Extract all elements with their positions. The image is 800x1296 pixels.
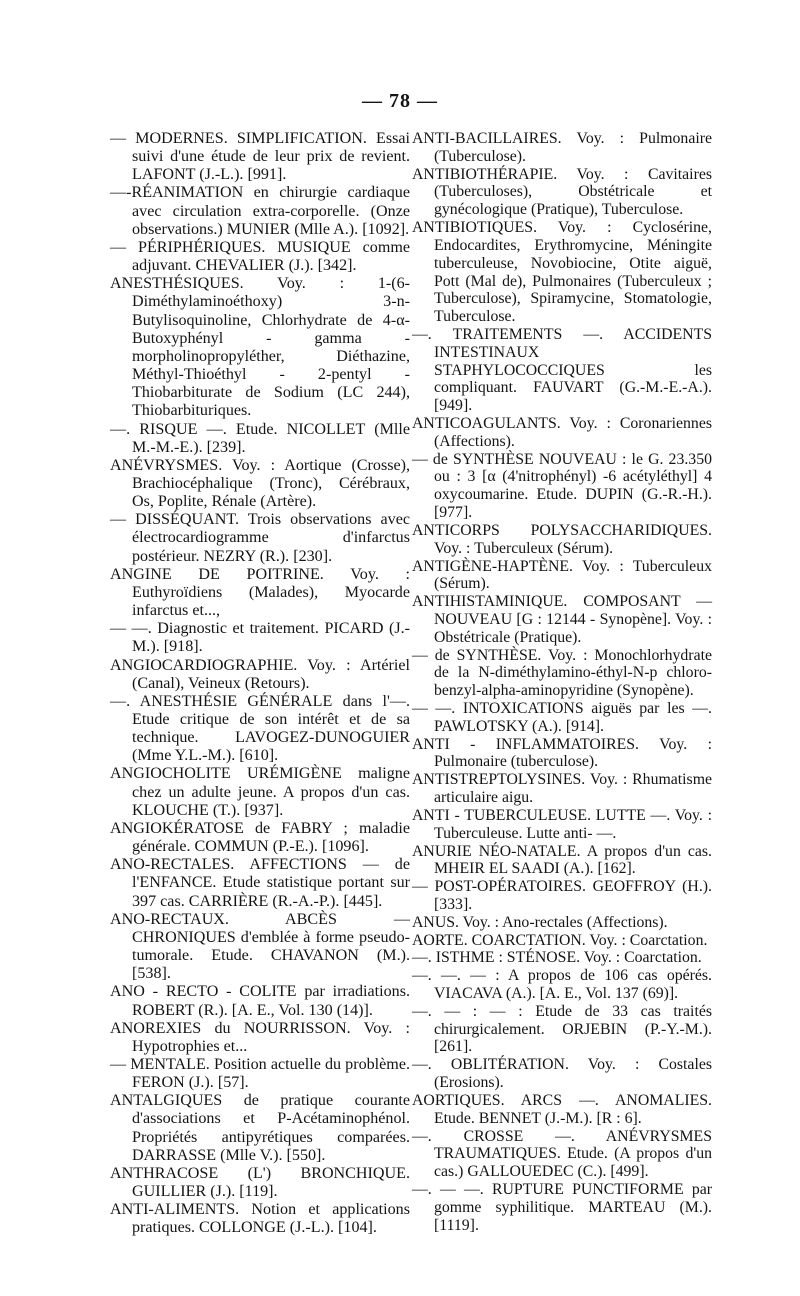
index-entry: AORTIQUES. ARCS —. ANOMALIES. Etude. BENNET (J.-M.). [R : 6]. [412,1091,712,1127]
index-entry: —. — : — : Etude de 33 cas traités chirurgicalement. ORJEBIN (P.-Y.-M.). [261]. [412,1002,712,1056]
index-entry: ANGIOCHOLITE URÉMIGÈNE maligne chez un adulte jeune. A propos d'un cas. KLOUCHE (T.). [937]. [110,765,410,819]
index-entry: — PÉRIPHÉRIQUES. MUSIQUE comme adjuvant. CHEVALIER (J.). [342]. [110,238,410,275]
index-entry: ANTI - INFLAMMATOIRES. Voy. : Pulmonaire (tuberculose). [412,735,712,771]
index-entry: —-RÉANIMATION en chirurgie cardiaque avec circulation extra-corporelle. (Onze observations.) MUNIER (Mlle A.). [1092]. [110,184,410,238]
index-entry: —. —. — : A propos de 106 cas opérés. VIACAVA (A.). [A. E., Vol. 137 (69)]. [412,967,712,1002]
right-column [412,130,712,1234]
index-entry: —. — —. RUPTURE PUNCTIFORME par gomme syphilitique. MARTEAU (M.). [1119]. [412,1180,712,1234]
index-entry: —. ISTHME : STÉNOSE. Voy. : Coarctation. [412,949,702,967]
index-entry: ANTHRACOSE (L') BRONCHIQUE. GUILLIER (J.). [119]. [110,1164,410,1201]
index-entry: ANÉVRYSMES. Voy. : Aortique (Crosse), Brachiocéphalique (Tronc), Cérébraux, Os, Poplite, Rénale (Artère). [110,456,410,511]
index-entry: — MODERNES. SIMPLIFICATION. Essai suivi d'une étude de leur prix de revient. LAFONT (J.-L.). [991]. [110,130,410,184]
index-entry: ANTICOAGULANTS. Voy. : Coronariennes (Affections). [412,415,712,450]
index-entry: ANTI - TUBERCULEUSE. LUTTE —. Voy. : Tuberculeuse. Lutte anti- —. [412,806,712,842]
index-entry: ANO - RECTO - COLITE par irradiations. ROBERT (R.). [A. E., Vol. 130 (14)]. [110,983,410,1019]
index-entry: ANTIGÈNE-HAPTÈNE. Voy. : Tuberculeux (Sérum). [412,557,712,593]
index-entry: —. OBLITÉRATION. Voy. : Costales (Erosions). [412,1056,712,1092]
index-entry: — MENTALE. Position actuelle du problème. FERON (J.). [57]. [110,1055,410,1092]
index-entry: — —. INTOXICATIONS aiguës par les —. PAWLOTSKY (A.). [914]. [412,700,712,735]
index-entry: ANTIBIOTHÉRAPIE. Voy. : Cavitaires (Tuberculoses), Obstétricale et gynécologique (Pratique), Tuberculose. [412,165,712,219]
index-entry: ANGIOCARDIOGRAPHIE. Voy. : Artériel (Canal), Veineux (Retours). [110,656,410,692]
left-column [110,130,410,1238]
index-entry: — —. Diagnostic et traitement. PICARD (J.-M.). [918]. [110,620,410,656]
index-entry: ANGIOKÉRATOSE de FABRY ; maladie générale. COMMUN (P.-E.). [1096]. [110,819,410,856]
index-entry: —. CROSSE —. ANÉVRYSMES TRAUMATIQUES. Etude. (A propos d'un cas.) GALLOUEDEC (C.). [499]. [412,1127,712,1181]
index-entry: — de SYNTHÈSE. Voy. : Monochlorhydrate de la N-diméthylamino-éthyl-N-p chloro-benzyl-alpha-aminopyridine (Synopène). [412,646,712,700]
index-entry: ANOREXIES du NOURRISSON. Voy. : Hypotrophies et... [110,1019,410,1055]
index-entry: —. ANESTHÉSIE GÉNÉRALE dans l'—. Etude critique de son intérêt et de sa technique. LAVOGEZ-DUNOGUIER (Mme Y.L.-M.). [610]. [110,692,410,765]
index-entry: — POST-OPÉRATOIRES. GEOFFROY (H.). [333]. [412,878,712,913]
index-entry: ANESTHÉSIQUES. Voy. : 1-(6-Diméthylaminoéthoxy) 3-n-Butylisoquinoline, Chlorhydrate de 4-α-Butoxyphényl - gamma - morpholinopropyléther, Diéthazine, Méthyl-Thioéthyl - 2-pentyl - Thiobarbiturate de Sodium (LC 244), Thiobarbituriques. [110,275,410,420]
index-entry: —. RISQUE —. Etude. NICOLLET (Mlle M.-M.-E.). [239]. [110,420,410,456]
index-entry: —. TRAITEMENTS —. ACCIDENTS INTESTINAUX STAPHYLOCOCCIQUES les compliquant. FAUVART (G.-M.-E.-A.). [949]. [412,325,712,415]
index-entry: ANTIHISTAMINIQUE. COMPOSANT — NOUVEAU [G : 12144 - Synopène]. Voy. : Obstétricale (Pratique). [412,593,712,646]
page-number: — 78 — [362,90,438,112]
index-entry: ANO-RECTAUX. ABCÈS — CHRONIQUES d'emblée à forme pseudo-tumorale. Etude. CHAVANON (M.). [538]. [110,910,410,983]
index-entry: ANTIBIOTIQUES. Voy. : Cyclosérine, Endocardites, Erythromycine, Méningite tuberculeuse, Novobiocine, Otite aiguë, Pott (Mal de), Pulmonaires (Tuberculeux ; Tuberculose), Spiramycine, Stomatologie, Tuberculose. [412,219,712,326]
index-entry: ANUS. Voy. : Ano-rectales (Affections). [412,913,668,931]
index-entry: AORTE. COARCTATION. Voy. : Coarctation. [412,931,708,949]
index-entry: ANURIE NÉO-NATALE. A propos d'un cas. MHEIR EL SAADI (A.). [162]. [412,842,712,878]
index-entry: ANTICORPS POLYSACCHARIDIQUES. Voy. : Tuberculeux (Sérum). [412,521,712,557]
index-entry: ANTALGIQUES de pratique courante d'associations et P-Acétaminophénol. Propriétés antipyrétiques comparées. DARRASSE (Mlle V.). [550]. [110,1092,410,1164]
index-entry: ANO-RECTALES. AFFECTIONS — de l'ENFANCE. Etude statistique portant sur 397 cas. CARRIÈRE (R.-A.-P.). [445]. [110,856,410,910]
index-entry: ANTISTREPTOLYSINES. Voy. : Rhumatisme articulaire aigu. [412,771,712,807]
index-entry: — DISSÉQUANT. Trois observations avec électrocardiogramme d'infarctus postérieur. NEZRY (R.). [230]. [110,511,410,565]
index-entry: ANGINE DE POITRINE. Voy. : Euthyroïdiens (Malades), Myocarde infarctus et..., [110,565,410,620]
index-entry: — de SYNTHÈSE NOUVEAU : le G. 23.350 ou : 3 [α (4'nitrophényl) -6 acétyléthyl] 4 oxycoumarine. Etude. DUPIN (G.-R.-H.). [977]. [412,450,712,522]
index-entry: ANTI-ALIMENTS. Notion et applications pratiques. COLLONGE (J.-L.). [104]. [110,1201,410,1237]
index-entry: ANTI-BACILLAIRES. Voy. : Pulmonaire (Tuberculose). [412,130,712,165]
